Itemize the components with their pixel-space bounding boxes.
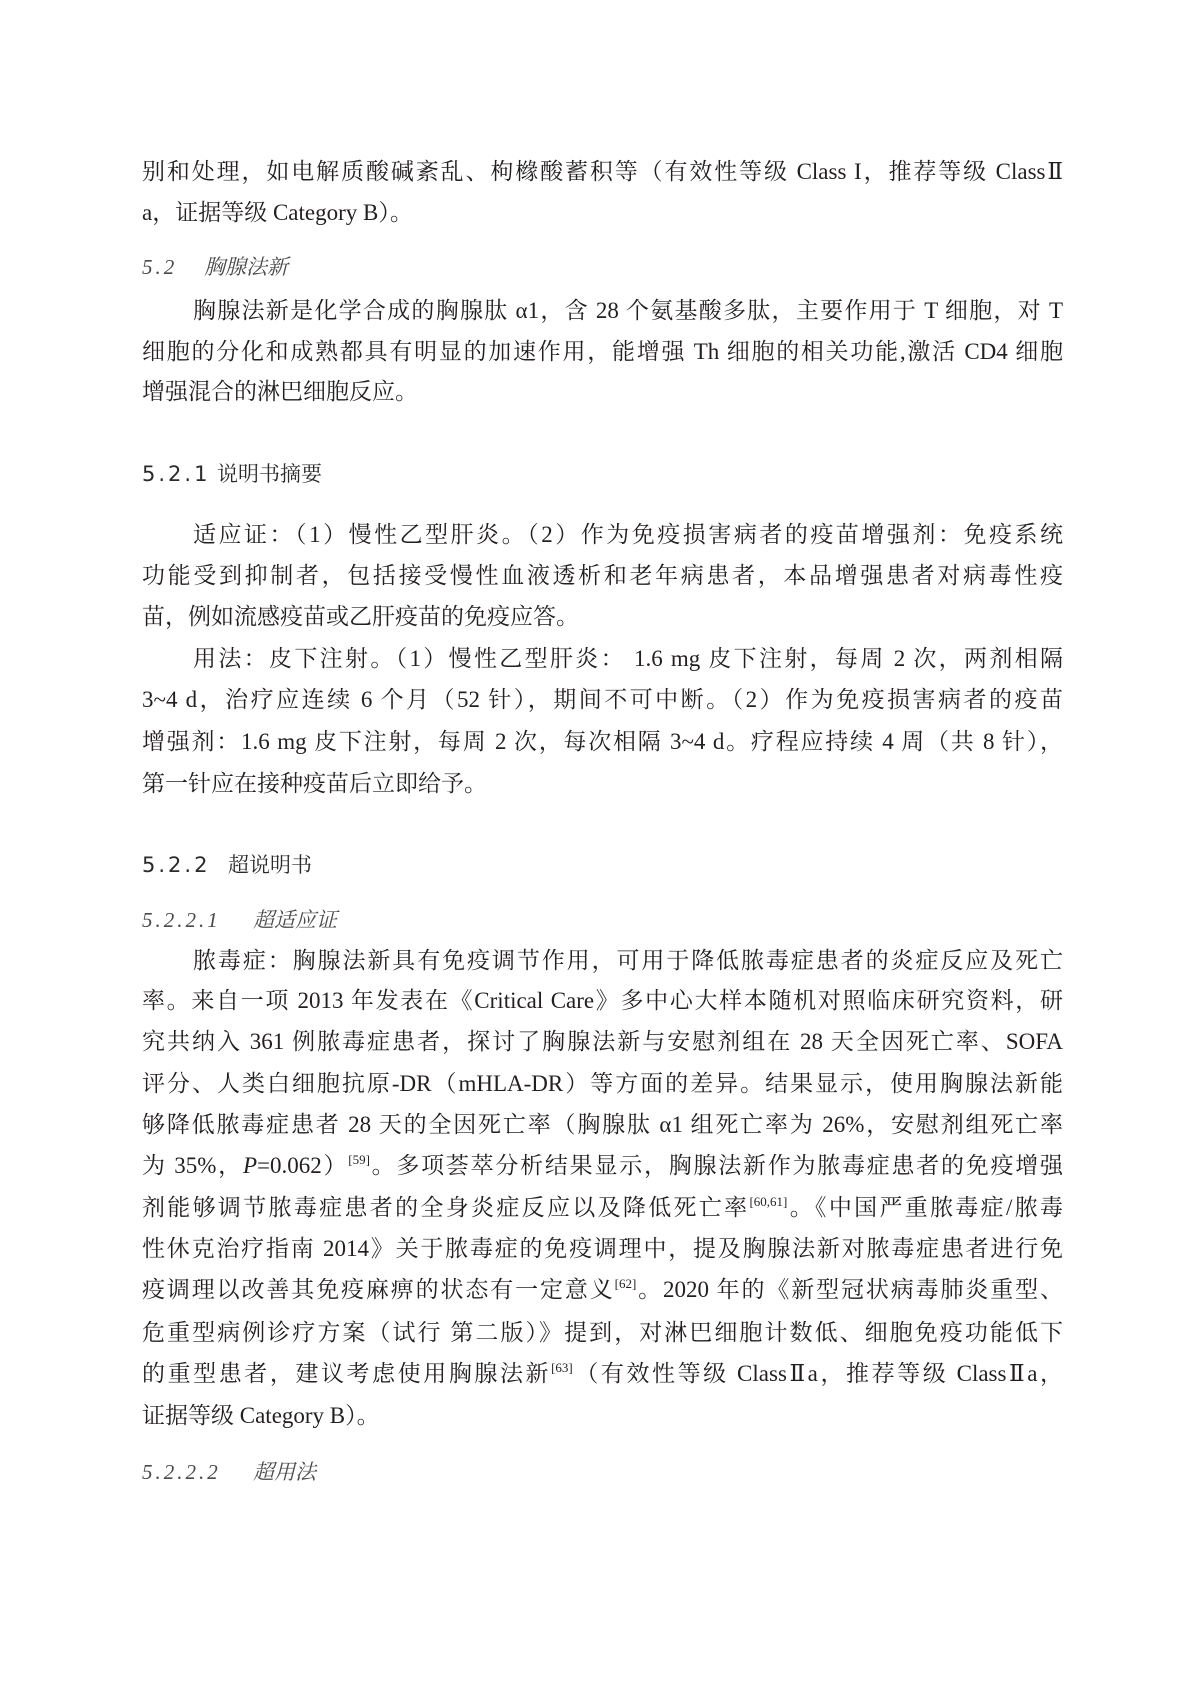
citation-superscript: [59]: [348, 1152, 370, 1167]
body-text-line: 苗，例如流感疫苗或乙肝疫苗的免疫应答。: [142, 604, 579, 629]
text-segment: 疫调理以改善其免疫麻痹的状态有一定意义: [142, 1277, 615, 1302]
body-text-line: 增强剂：1.6 mg 皮下注射，每周 2 次，每次相隔 3~4 d。疗程应持续 4 周（共 8 针），: [142, 729, 1063, 754]
section-title: 超说明书: [228, 853, 312, 877]
body-text-line: 适应证：（1）慢性乙型肝炎。（2）作为免疫损害病者的疫苗增强剂：免疫系统: [193, 522, 1063, 547]
body-text-line: 用法：皮下注射。（1）慢性乙型肝炎： 1.6 mg 皮下注射，每周 2 次，两剂相隔: [193, 646, 1063, 671]
citation-superscript: [60,61]: [749, 1194, 788, 1209]
text-segment: 剂能够调节脓毒症患者的全身炎症反应以及降低死亡率: [142, 1195, 750, 1220]
section-number: 5.2: [142, 255, 178, 279]
body-text-line: 性休克治疗指南 2014》关于脓毒症的免疫调理中，提及胸腺法新对脓毒症患者进行免: [142, 1236, 1063, 1261]
body-text-line: a，证据等级 Category B）。: [142, 200, 413, 225]
body-text-line: 危重型病例诊疗方案（试行 第二版）》提到，对淋巴细胞计数低、细胞免疫功能低下: [142, 1320, 1063, 1345]
section-number: 5.2.1: [142, 462, 211, 486]
citation-superscript: [63]: [551, 1360, 573, 1375]
body-text-line: [142, 1269, 1063, 1310]
body-text-line: 3~4 d，治疗应连续 6 个月（52 针），期间不可中断。（2）作为免疫损害病者的疫苗: [142, 687, 1063, 712]
body-text-line: 细胞的分化和成熟都具有明显的加速作用，能增强 Th 细胞的相关功能,激活 CD4 细胞: [142, 339, 1063, 364]
section-heading-5-2-1: [142, 454, 322, 495]
section-number: 5.2.2: [142, 853, 211, 877]
section-number: 5.2.2.1: [142, 908, 221, 932]
body-text-line: 究共纳入 361 例脓毒症患者，探讨了胸腺法新与安慰剂组在 28 天全因死亡率、SOFA: [142, 1029, 1063, 1054]
text-segment: （有效性等级 ClassⅡa，推荐等级 ClassⅡa，: [572, 1361, 1063, 1386]
body-text-line: [142, 1145, 1063, 1186]
section-heading-5-2: [142, 247, 288, 288]
body-text-line: 增强混合的淋巴细胞反应。: [142, 379, 418, 404]
body-text-line: 评分、人类白细胞抗原-DR（mHLA-DR）等方面的差异。结果显示，使用胸腺法新能: [142, 1071, 1063, 1096]
section-title: 超适应证: [253, 908, 337, 932]
body-text-line: 第一针应在接种疫苗后立即给予。: [142, 771, 487, 796]
body-text-line: 率。来自一项 2013 年发表在《Critical Care》多中心大样本随机对照临床研究资料，研: [142, 988, 1063, 1013]
body-text-line: 别和处理，如电解质酸碱紊乱、枸橼酸蓄积等（有效性等级 Class I，推荐等级 ClassⅡ: [142, 159, 1063, 184]
text-segment: 。2020 年的《新型冠状病毒肺炎重型、: [636, 1277, 1064, 1302]
text-segment: 的重型患者，建议考虑使用胸腺法新: [142, 1361, 552, 1386]
section-title: 胸腺法新: [204, 255, 288, 279]
text-segment: =0.062）: [257, 1153, 349, 1178]
section-title: 说明书摘要: [217, 462, 322, 486]
body-text-line: 证据等级 Category B）。: [142, 1403, 380, 1428]
body-text-line: 够降低脓毒症患者 28 天的全因死亡率（胸腺肽 α1 组死亡率为 26%，安慰剂组死亡率: [142, 1112, 1063, 1137]
section-heading-5-2-2-1: [142, 900, 337, 941]
citation-superscript: [62]: [614, 1276, 637, 1291]
body-text-line: [142, 1187, 1063, 1228]
section-heading-5-2-2: [142, 845, 312, 886]
text-segment: 。《中国严重脓毒症/脓毒: [787, 1195, 1064, 1220]
text-segment: 。多项荟萃分析结果显示，胸腺法新作为脓毒症患者的免疫增强: [369, 1153, 1063, 1178]
section-title: 超用法: [253, 1460, 316, 1484]
italic-p-value-symbol: P: [242, 1153, 257, 1178]
body-text-line: 功能受到抑制者，包括接受慢性血液透析和老年病患者，本品增强患者对病毒性疫: [142, 563, 1063, 588]
body-text-line: [142, 1353, 1063, 1394]
body-text-line: 胸腺法新是化学合成的胸腺肽 α1，含 28 个氨基酸多肽，主要作用于 T 细胞，对 T: [193, 298, 1063, 323]
body-text-line: 脓毒症：胸腺法新具有免疫调节作用，可用于降低脓毒症患者的炎症反应及死亡: [193, 948, 1063, 973]
text-segment: 为 35%，: [142, 1153, 243, 1178]
section-heading-5-2-2-2: [142, 1452, 316, 1493]
section-number: 5.2.2.2: [142, 1460, 221, 1484]
